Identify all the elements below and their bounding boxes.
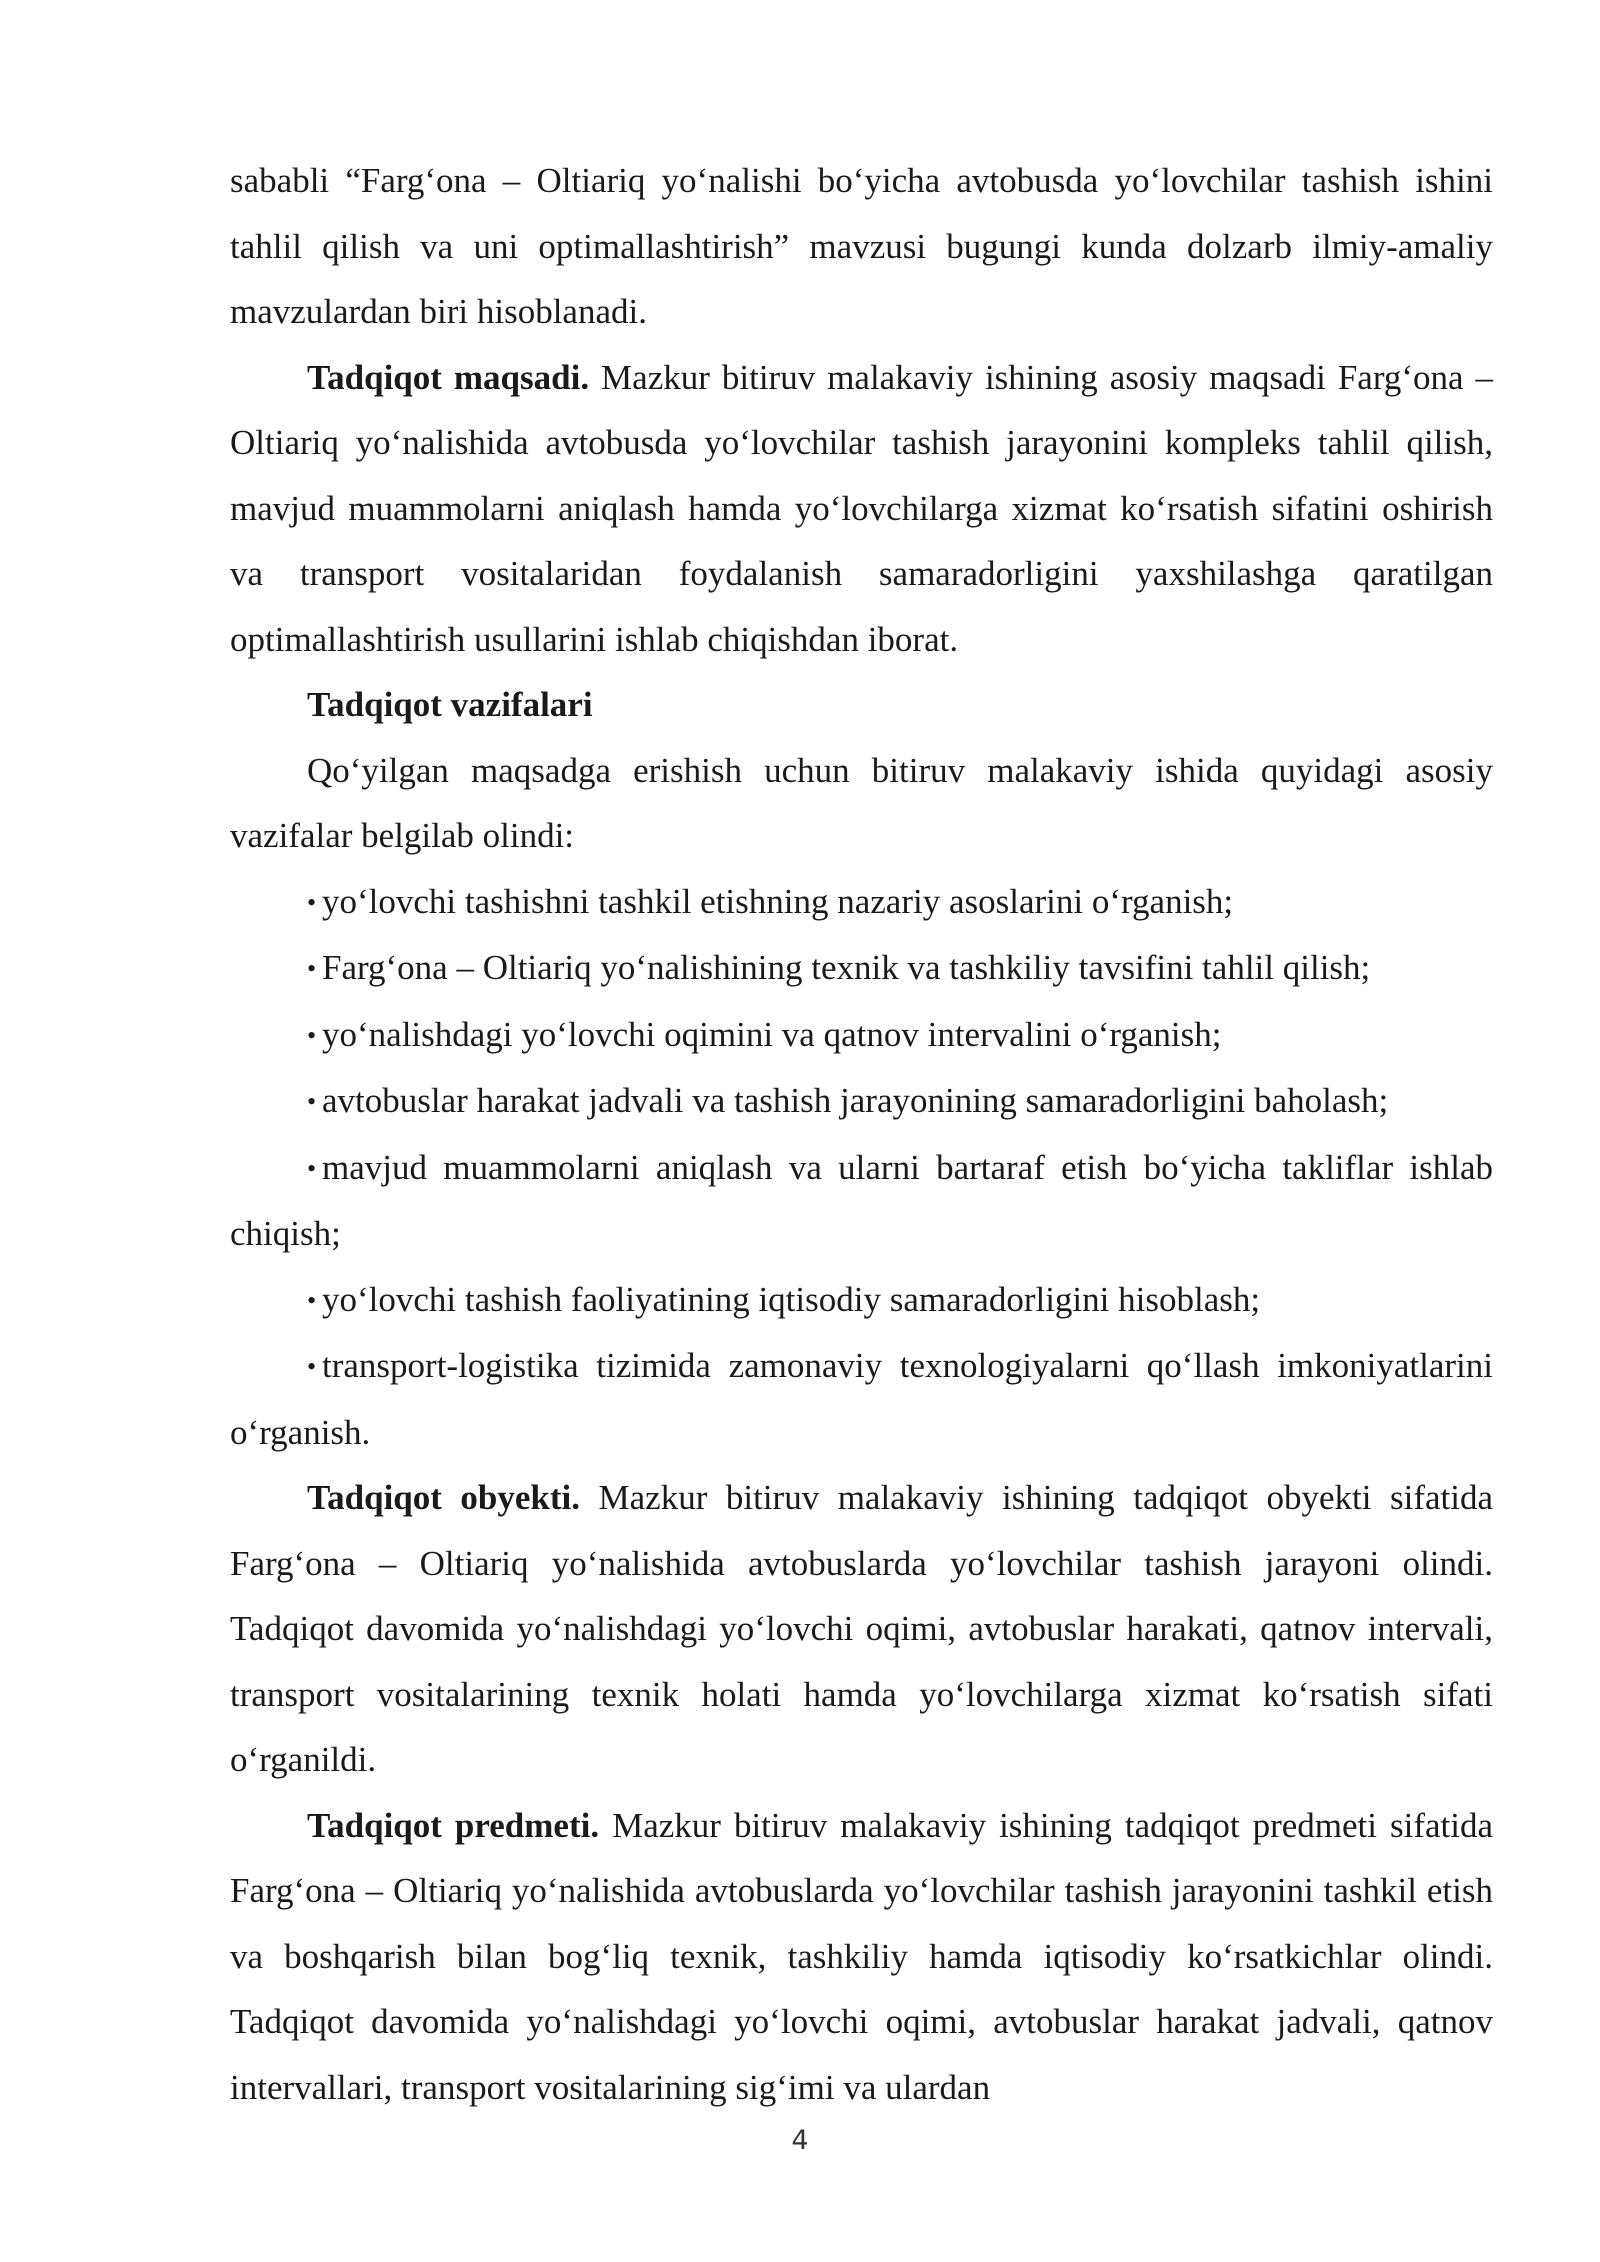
predmet-text: Mazkur bitiruv malakaviy ishining tadqiqot predmeti sifatida Farg‘ona – Oltiariq yo‘nalishida avtobuslarda yo‘lovchilar tashish jarayonini tashkil etish va boshqarish bilan bog‘liq texnik, tashkiliy hamda iqtisodiy ko‘rsatkichlar olindi. Tadqiqot davomida yo‘nalishdagi yo‘lovchi oqimi, avtobuslar harakat jadvali, qatnov intervallari, transport vositalarining sig‘imi va ulardan bbox=[230, 1805, 1493, 2107]
page-number: 4 bbox=[791, 2125, 809, 2156]
list-item-text: yo‘lovchi tashish faoliyatining iqtisodiy samaradorligini hisoblash; bbox=[322, 1279, 1261, 1319]
list-item-text: Farg‘ona – Oltiariq yo‘nalishining texnik va tashkiliy tavsifini tahlil qilish; bbox=[322, 948, 1371, 987]
list-item-text: yo‘nalishdagi yo‘lovchi oqimini va qatnov intervalini o‘rganish; bbox=[322, 1014, 1222, 1054]
bullet-icon: • bbox=[307, 1285, 317, 1315]
predmet-paragraph bbox=[230, 1793, 1493, 2121]
list-item bbox=[230, 869, 1493, 936]
document-page bbox=[230, 148, 1493, 2120]
list-item-text: yo‘lovchi tashishni tashkil etishning nazariy asoslarini o‘rganish; bbox=[322, 881, 1234, 921]
list-item bbox=[230, 1135, 1493, 1267]
vazifalar-heading-line bbox=[230, 672, 1493, 738]
obyekt-text: Mazkur bitiruv malakaviy ishining tadqiqot obyekti sifatida Farg‘ona – Oltiariq yo‘nalishida avtobuslarda yo‘lovchilar tashish jarayoni olindi. Tadqiqot davomida yo‘nalishdagi yo‘lovchi oqimi, avtobuslar harakati, qatnov intervali, transport vositalarining texnik holati hamda yo‘lovchilarga xizmat ko‘rsatish sifati o‘rganildi. bbox=[230, 1478, 1493, 1779]
list-item bbox=[230, 1333, 1493, 1465]
maqsad-heading: Tadqiqot maqsadi. bbox=[307, 357, 590, 397]
bullet-icon: • bbox=[307, 1153, 317, 1183]
vazifalar-list bbox=[230, 869, 1493, 1466]
list-item bbox=[230, 1002, 1493, 1069]
obyekt-heading: Tadqiqot obyekti. bbox=[307, 1478, 581, 1517]
list-item-text: mavjud muammolarni aniqlash va ularni bartaraf etish bo‘yicha takliflar ishlab chiqish; bbox=[230, 1147, 1493, 1253]
bullet-icon: • bbox=[307, 1020, 317, 1050]
predmet-heading: Tadqiqot predmeti. bbox=[307, 1805, 600, 1845]
list-item-text: transport-logistika tizimida zamonaviy texnologiyalarni qo‘llash imkoniyatlarini o‘rganish. bbox=[230, 1346, 1493, 1452]
bullet-icon: • bbox=[307, 1087, 317, 1116]
list-item bbox=[230, 1267, 1493, 1334]
list-item bbox=[230, 935, 1493, 1002]
list-item bbox=[230, 1068, 1493, 1135]
intro-paragraph: sababli “Farg‘ona – Oltiariq yo‘nalishi bo‘yicha avtobusda yo‘lovchilar tashish ishini tahlil qilish va uni optimallashtirish” mavzusi bugungi kunda dolzarb ilmiy-amaliy mavzulardan biri hisoblanadi. bbox=[230, 161, 1493, 331]
obyekt-paragraph bbox=[230, 1465, 1493, 1793]
maqsad-paragraph bbox=[230, 345, 1493, 673]
vazifalar-heading: Tadqiqot vazifalari bbox=[307, 685, 593, 724]
vazifalar-intro: Qo‘yilgan maqsadga erishish uchun bitiruv malakaviy ishida quyidagi asosiy vazifalar belgilab olindi: bbox=[230, 750, 1493, 855]
list-item-text: avtobuslar harakat jadvali va tashish jarayonining samaradorligini baholash; bbox=[322, 1081, 1389, 1120]
maqsad-text: Mazkur bitiruv malakaviy ishining asosiy maqsadi Farg‘ona – Oltiariq yo‘nalishida avtobusda yo‘lovchilar tashish jarayonini kompleks tahlil qilish, mavjud muammolarni aniqlash hamda yo‘lovchilarga xizmat ko‘rsatish sifatini oshirish va transport vositalaridan foydalanish samaradorligini yaxshilashga qaratilgan optimallashtirish usullarini ishlab chiqishdan iborat. bbox=[230, 357, 1494, 659]
bullet-icon: • bbox=[307, 887, 317, 917]
bullet-icon: • bbox=[307, 954, 317, 983]
bullet-icon: • bbox=[307, 1352, 317, 1381]
